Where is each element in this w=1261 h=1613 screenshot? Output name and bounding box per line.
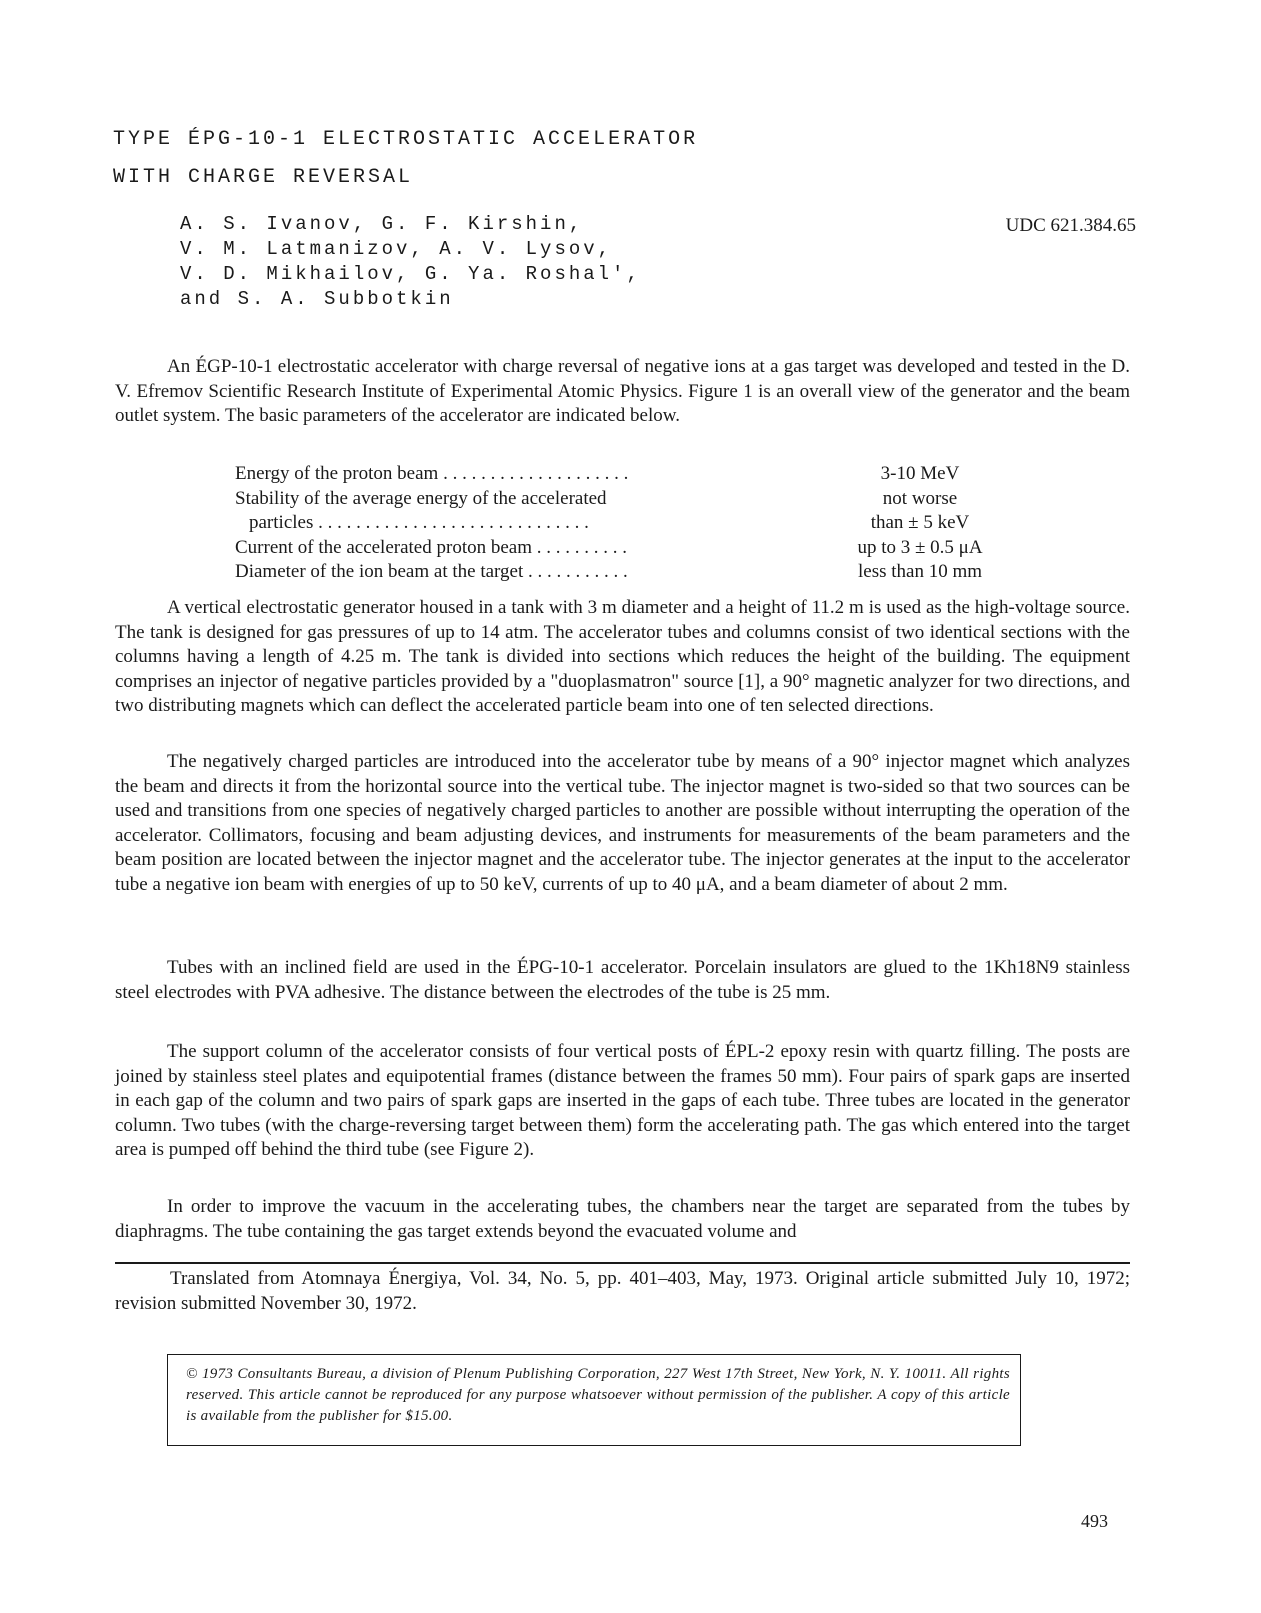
body-paragraph	[115, 956, 1130, 1005]
parameter-value: 3-10 MeV	[880, 463, 960, 484]
paragraph-text: Tubes with an inclined field are used in the ÉPG-10-1 accelerator. Porcelain insulators are glued to the 1Kh18N9 stainless steel electrodes with PVA adhesive. The distance between the electrodes of the tube is 25 mm.	[115, 957, 1130, 1003]
copyright-notice	[167, 1354, 1021, 1446]
paragraph-text: A vertical electrostatic generator housed in a tank with 3 m diameter and a height of 11.2 m is used as the high-voltage source. The tank is designed for gas pressures of up to 14 atm. The accelerator tubes and columns consist of two identical sections with the columns having a length of 4.25 m. The tank is divided into sections which reduces the height of the building. The equipment comprises an injector of negative particles provided by a "duoplasmatron" source [1], a 90° magnetic analyzer for two directions, and two distributing magnets which can deflect the accelerated particle beam into one of ten selected directions.	[115, 597, 1130, 716]
page-number: 493	[1081, 1511, 1108, 1531]
body-paragraph	[115, 1040, 1130, 1163]
body-paragraph	[115, 1195, 1130, 1244]
parameter-row	[235, 487, 1015, 512]
paragraph-text: The negatively charged particles are introduced into the accelerator tube by means of a 90° injector magnet which analyzes the beam and directs it from the horizontal source into the vertical tube. The injector magnet is two-sided so that two sources can be used and transitions from one species of negatively charged particles to another are possible without interrupting the operation of the accelerator. Collimators, focusing and beam adjusting devices, and instruments for measurements of the beam parameters and the beam position are located between the injector magnet and the accelerator tube. The injector generates at the input to the accelerator tube a negative ion beam with energies of up to 50 keV, currents of up to 40 μA, and a beam diameter of about 2 mm.	[115, 751, 1130, 895]
parameter-row	[235, 560, 1015, 585]
translation-footnote: Translated from Atomnaya Énergiya, Vol. 34, No. 5, pp. 401–403, May, 1973. Original article submitted July 10, 1972; revision submitted November 30, 1972.	[115, 1268, 1130, 1314]
paragraph-text: The support column of the accelerator consists of four vertical posts of ÉPL-2 epoxy resin with quartz filling. The posts are joined by stainless steel plates and equipotential frames (distance between the frames 50 mm). Four pairs of spark gaps are inserted in each gap of the column and two pairs of spark gaps are inserted in the gaps of each tube. Three tubes are located in the generator column. Two tubes (with the charge-reversing target between them) form the accelerating path. The gas which entered into the target area is pumped off behind the third tube (see Figure 2).	[115, 1041, 1130, 1160]
intro-text: An ÉGP-10-1 electrostatic accelerator with charge reversal of negative ions at a gas target was developed and tested in the D. V. Efremov Scientific Research Institute of Experimental Atomic Physics. Figure 1 is an overall view of the generator and the beam outlet system. The basic parameters of the accelerator are indicated below.	[115, 356, 1130, 426]
parameter-value: not worse	[882, 487, 958, 509]
paragraph-text: In order to improve the vacuum in the accelerating tubes, the chambers near the target are separated from the tubes by diaphragms. The tube containing the gas target extends beyond the evacuated volume and	[115, 1196, 1130, 1242]
parameter-row	[235, 511, 1015, 536]
author-line: V. M. Latmanizov, A. V. Lysov,	[180, 238, 613, 260]
parameter-value: up to 3 ± 0.5 μA	[857, 536, 983, 558]
parameter-label: particles . . . . . . . . . . . . . . . . . . . . . . . . . . . . .	[249, 512, 589, 533]
article-title-line-2: WITH CHARGE REVERSAL	[113, 166, 414, 189]
copyright-text: © 1973 Consultants Bureau, a division of Plenum Publishing Corporation, 227 West 17th Street, New York, N. Y. 10011. All rights reserved. This article cannot be reproduced for any purpose whatsoever without permission of the publisher. A copy of this article is available from the publisher for $15.00.	[186, 1366, 1010, 1424]
parameter-label: Diameter of the ion beam at the target . . . . . . . . . . .	[235, 561, 628, 582]
parameter-label: Energy of the proton beam . . . . . . . . . . . . . . . . . . . .	[235, 463, 629, 484]
parameter-row	[235, 536, 1015, 561]
parameter-label: Stability of the average energy of the accelerated	[235, 487, 607, 509]
footnote-divider	[115, 1262, 1130, 1264]
author-line: V. D. Mikhailov, G. Ya. Roshal',	[180, 263, 641, 285]
udc-code: UDC 621.384.65	[1005, 215, 1136, 236]
intro-paragraph	[115, 355, 1130, 429]
body-paragraph	[115, 750, 1130, 897]
author-line: A. S. Ivanov, G. F. Kirshin,	[180, 213, 584, 235]
parameter-table	[235, 462, 1015, 585]
article-title-line-1: TYPE ÉPG-10-1 ELECTROSTATIC ACCELERATOR	[113, 128, 699, 151]
author-list	[180, 212, 641, 312]
parameter-value: than ± 5 keV	[870, 512, 970, 533]
author-line: and S. A. Subbotkin	[180, 288, 454, 310]
parameter-label: Current of the accelerated proton beam . . . . . . . . . .	[235, 536, 627, 558]
parameter-value: less than 10 mm	[857, 561, 983, 582]
body-paragraph	[115, 596, 1130, 719]
parameter-row	[235, 462, 1015, 487]
